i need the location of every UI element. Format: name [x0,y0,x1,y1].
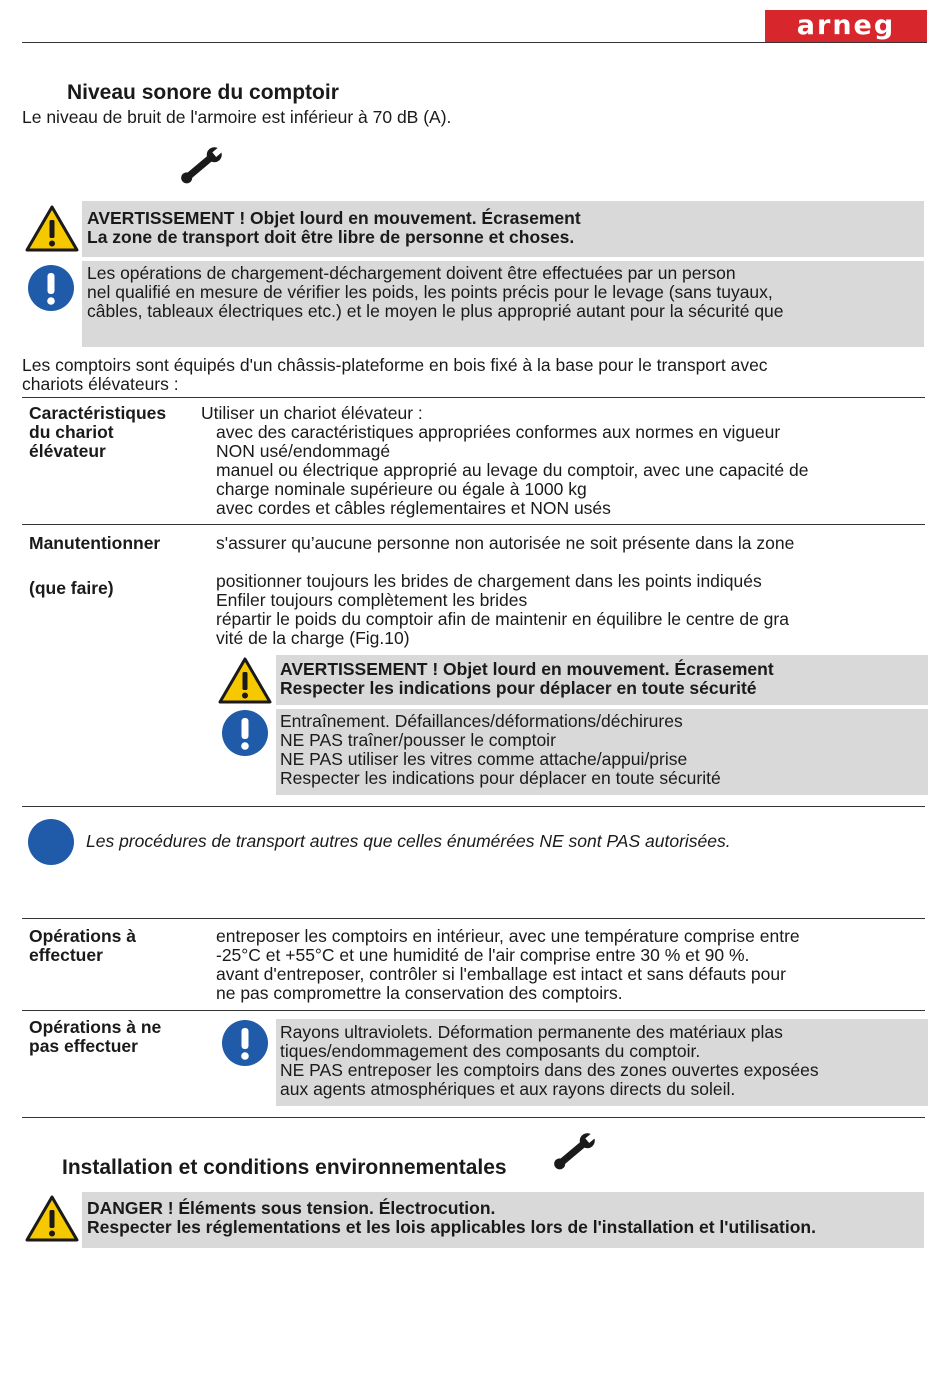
wrench-icon [549,1128,601,1174]
warning-transport-line1: AVERTISSEMENT ! Objet lourd en mouvement. Écrasement [87,208,581,228]
warning-transport-line2: La zone de transport doit être libre de personne et choses. [87,227,575,247]
table-rule-5 [22,1010,925,1011]
info-note-text: Les procédures de transport autres que celles énumérées NE sont PAS autorisées. [86,831,731,851]
section-title-install: Installation et conditions environnementales [62,1156,507,1179]
handling-row-first-line: s'assurer qu’aucune personne non autorisée ne soit présente dans la zone [216,533,795,553]
handling-row-list: positionner toujours les brides de chargement dans les points indiqués Enfiler toujours complètement les brides répartir le poids du comptoir afin de maintenir en équilibre le centre de gra vité de la charge (Fig.10) [216,571,789,648]
table-rule-6 [22,1117,925,1118]
warning-triangle-icon [25,1194,79,1242]
mandatory-exclamation-icon [221,1019,269,1067]
wrench-icon [176,142,228,188]
intro-forklift-text: Les comptoirs sont équipés d'un châssis-plateforme en bois fixé à la base pour le transport avec chariots élévateurs : [22,355,768,394]
forklift-row-intro: Utiliser un chariot élévateur : [201,403,423,423]
danger-install-line1: DANGER ! Éléments sous tension. Électrocution. [87,1198,496,1218]
table-rule-4 [22,918,925,919]
section-title-noise: Niveau sonore du comptoir [67,81,339,104]
header-rule [22,42,927,43]
handling-row-label: Manutentionner [29,533,161,553]
forklift-row-label: Caractéristiques du chariot élévateur [29,403,167,461]
danger-install-line2: Respecter les réglementations et les lois applicables lors de l'installation et l'utilisation. [87,1217,816,1237]
notice-handling-text: Entraînement. Défaillances/déformations/déchirures NE PAS traîner/pousser le comptoir NE PAS utiliser les vitres comme attache/appui/prise Respecter les indications pour déplacer en toute sécurité [280,711,721,788]
storage-row-list: entreposer les comptoirs en intérieur, avec une température comprise entre -25°C et +55°C et une humidité de l'air comprise entre 30 % et 90 %. avant d'entreposer, contrôler si l'emballage est intact et sans défauts pour ne pas compromettre la conservation des comptoirs. [216,926,800,1003]
mandatory-exclamation-icon [221,709,269,757]
storage-row-label: Opérations à effectuer [29,926,136,965]
forklift-row-list: avec des caractéristiques appropriées conformes aux normes en vigueur NON usé/endommagé manuel ou électrique approprié au levage du comptoir, avec une capacité de charge nominale supérieure ou égale à 1000 kg avec cordes et câbles réglementaires et NON usés [216,422,809,518]
warning-handling-line1: AVERTISSEMENT ! Objet lourd en mouvement. Écrasement [280,659,774,679]
table-rule-3 [22,806,925,807]
brand-logo: arneg [765,10,927,42]
notice-no-storage-text: Rayons ultraviolets. Déformation permanente des matériaux plas tiques/endommagement des composants du comptoir. NE PAS entreposer les comptoirs dans des zones ouvertes exposées aux agents atmosphériques et aux rayons directs du soleil. [280,1022,819,1099]
noise-text: Le niveau de bruit de l'armoire est inférieur à 70 dB (A). [22,107,452,127]
notice-loading-text: Les opérations de chargement-déchargement doivent être effectuées par un person nel qualifié en mesure de vérifier les poids, les points précis pour le levage (sans tuyaux, câbles, tableaux électriques etc.) et le moyen le plus approprié autant pour la sécurité que [87,263,784,321]
handling-row-sublabel: (que faire) [29,578,114,598]
no-storage-row-label: Opérations à ne pas effectuer [29,1017,162,1056]
warning-handling-line2: Respecter les indications pour déplacer en toute sécurité [280,678,757,698]
mandatory-exclamation-icon [27,264,75,312]
warning-triangle-icon [25,204,79,252]
table-rule-1 [22,397,925,398]
info-circle-icon [27,818,75,866]
table-rule-2 [22,524,925,525]
warning-triangle-icon [218,656,272,704]
